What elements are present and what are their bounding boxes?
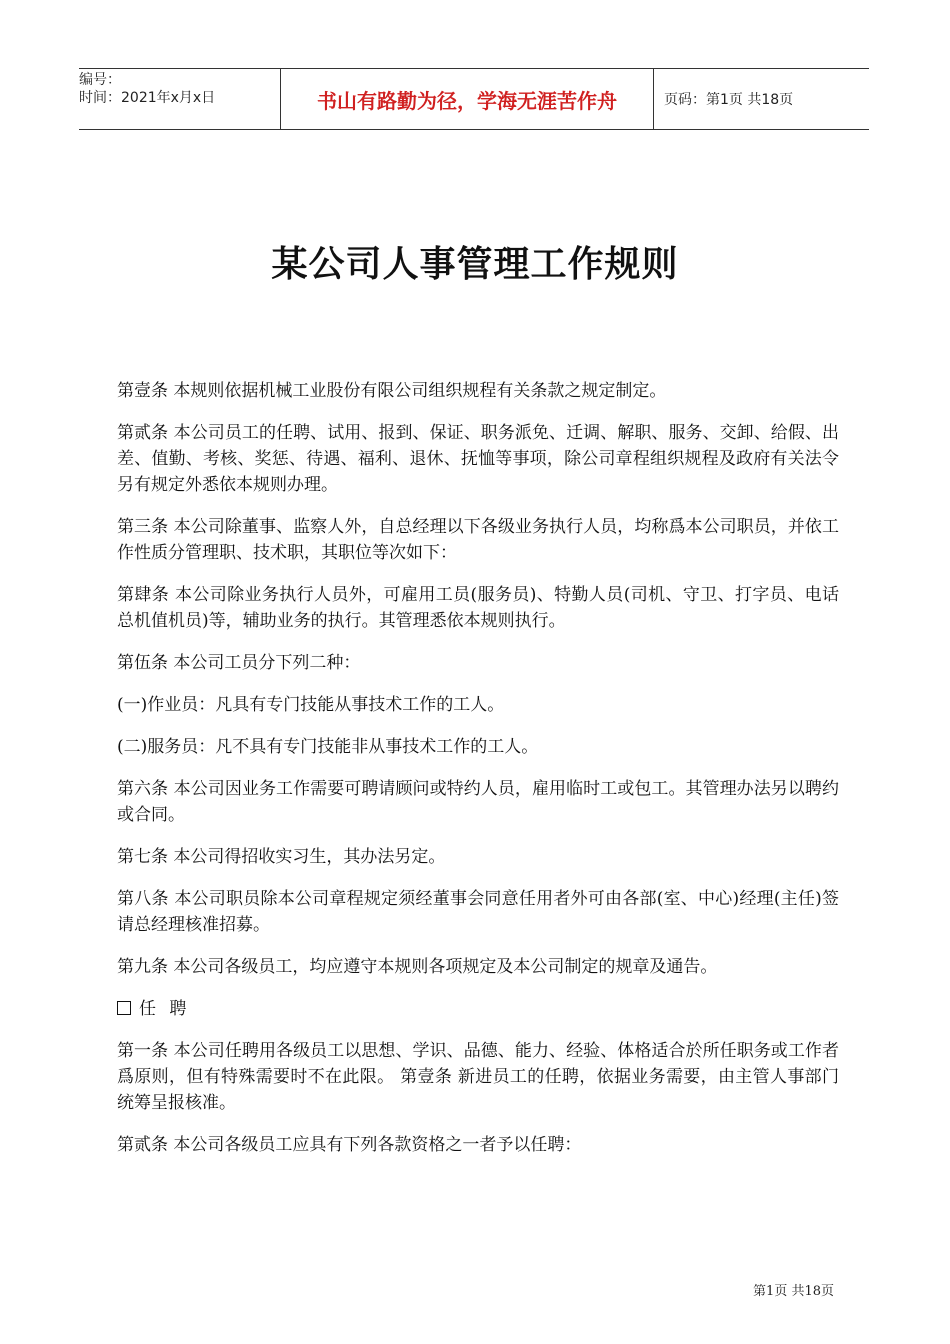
checkbox-square-icon <box>117 1001 131 1015</box>
article-2: 第贰条 本公司员工的任聘、试用、报到、保证、职务派免、迁调、解职、服务、交卸、给假、出差、值勤、考核、奖惩、待遇、福利、退休、抚恤等事项，除公司章程组织规程及政府有关法令另有规定外悉依本规则办理。 <box>117 423 839 495</box>
article-4: 第肆条 本公司除业务执行人员外，可雇用工员(服务员)、特勤人员(司机、守卫、打字员、电话总机值机员)等，辅助业务的执行。其管理悉依本规则执行。 <box>117 585 839 631</box>
article-6: 第六条 本公司因业务工作需要可聘请顾问或特约人员，雇用临时工或包工。其管理办法另以聘约或合同。 <box>117 779 839 825</box>
document-date: 时间：2021年x月x日 <box>79 90 216 106</box>
document-number-label: 编号： <box>79 72 121 88</box>
article-9: 第九条 本公司各级员工，均应遵守本规则各项规定及本公司制定的规章及通告。 <box>117 957 718 977</box>
header-motto: 书山有路勤为径，学海无涯苦作舟 <box>281 69 654 129</box>
document-body <box>117 378 839 1174</box>
document-title: 某公司人事管理工作规则 <box>271 244 679 285</box>
page-footer: 第1页 共18页 <box>753 1284 834 1299</box>
article-1: 第壹条 本规则依据机械工业股份有限公司组织规程有关条款之规定制定。 <box>117 381 667 401</box>
page-header <box>79 68 869 130</box>
article-3: 第三条 本公司除董事、监察人外，自总经理以下各级业务执行人员，均称爲本公司职员，并依工作性质分管理职、技术职，其职位等次如下： <box>117 517 839 563</box>
header-meta <box>79 69 281 129</box>
section-article-2: 第贰条 本公司各级员工应具有下列各款资格之一者予以任聘： <box>117 1135 582 1155</box>
article-5-item-2: (二)服务员：凡不具有专门技能非从事技术工作的工人。 <box>117 737 539 757</box>
article-8: 第八条 本公司职员除本公司章程规定须经董事会同意任用者外可由各部(室、中心)经理(主任)签请总经理核准招募。 <box>117 889 839 935</box>
article-7: 第七条 本公司得招收实习生，其办法另定。 <box>117 847 446 867</box>
section-article-1: 第一条 本公司任聘用各级员工以思想、学识、品德、能力、经验、体格适合於所任职务或工作者爲原则，但有特殊需要时不在此限。 第壹条 新进员工的任聘，依据业务需要，由主管人事部门统筹呈报核准。 <box>117 1041 839 1113</box>
header-page-info: 页码：第1页 共18页 <box>664 92 794 108</box>
section-heading-text: 任 聘 <box>139 999 191 1019</box>
article-5: 第伍条 本公司工员分下列二种： <box>117 653 361 673</box>
section-heading <box>117 996 839 1022</box>
article-5-item-1: (一)作业员：凡具有专门技能从事技术工作的工人。 <box>117 695 505 715</box>
